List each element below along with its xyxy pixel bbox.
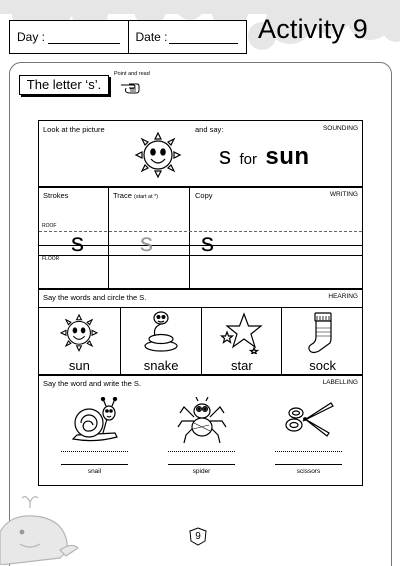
hearing-item-star[interactable] bbox=[201, 308, 283, 375]
labelling-section bbox=[38, 374, 363, 486]
hearing-word: star bbox=[231, 358, 253, 373]
trace-header: Trace (start at *) bbox=[113, 191, 159, 200]
stroke-letter: s bbox=[71, 227, 84, 257]
for-label: for bbox=[239, 151, 257, 168]
writing-section bbox=[38, 186, 363, 290]
hearing-word: sock bbox=[309, 358, 336, 373]
label-word: spider bbox=[192, 468, 211, 475]
star-icon bbox=[220, 310, 264, 354]
label-item-spider bbox=[148, 395, 255, 483]
whale-icon bbox=[0, 492, 80, 565]
writing-tag: WRITING bbox=[329, 191, 358, 198]
write-line[interactable] bbox=[168, 464, 235, 465]
write-dots[interactable] bbox=[168, 451, 235, 452]
hearing-item-sock[interactable] bbox=[281, 308, 363, 375]
sounding-section bbox=[38, 120, 363, 188]
write-dots[interactable] bbox=[61, 451, 128, 452]
hearing-instruction: Say the words and circle the S. bbox=[43, 293, 147, 302]
date-label: Date : bbox=[135, 30, 168, 44]
activity-title: Activity 9 bbox=[258, 14, 369, 44]
label-item-scissors bbox=[255, 395, 362, 483]
date-line bbox=[169, 43, 239, 44]
day-field[interactable] bbox=[10, 21, 128, 53]
label-word: scissors bbox=[296, 468, 321, 475]
floor-label: FLOOR bbox=[42, 256, 60, 262]
sounding-instruction: Look at the picture bbox=[43, 125, 105, 134]
copy-letter: s bbox=[201, 227, 214, 257]
labelling-instruction: Say the word and write the S. bbox=[43, 379, 141, 388]
lesson-title: The letter ‘s’. bbox=[19, 75, 109, 95]
scissors-icon bbox=[283, 397, 335, 445]
day-label: Day : bbox=[17, 30, 46, 44]
sounding-word: sun bbox=[265, 143, 310, 170]
write-dots[interactable] bbox=[275, 451, 342, 452]
spider-icon bbox=[176, 397, 228, 445]
labelling-tag: LABELLING bbox=[322, 379, 358, 386]
sun-icon bbox=[57, 310, 101, 354]
label-item-snail bbox=[41, 395, 148, 483]
day-line bbox=[48, 43, 120, 44]
page-number-text: 9 bbox=[195, 531, 201, 542]
hearing-section bbox=[38, 288, 363, 376]
letter-for-word bbox=[219, 143, 310, 171]
point-read-label: Point and read bbox=[114, 71, 150, 77]
copy-header: Copy bbox=[195, 191, 213, 200]
write-line[interactable] bbox=[61, 464, 128, 465]
snail-icon bbox=[69, 397, 121, 445]
date-field[interactable] bbox=[128, 21, 247, 53]
sounding-tag: SOUNDING bbox=[322, 125, 358, 132]
write-line[interactable] bbox=[275, 464, 342, 465]
copy-write-area[interactable] bbox=[233, 241, 354, 255]
snake-icon bbox=[139, 310, 183, 354]
hearing-word: sun bbox=[68, 358, 90, 373]
sock-icon bbox=[301, 310, 345, 354]
sounding-letter: s bbox=[219, 143, 231, 170]
copy-column bbox=[189, 187, 190, 289]
strokes-header: Strokes bbox=[43, 191, 69, 200]
hearing-item-snake[interactable] bbox=[120, 308, 202, 375]
hearing-tag: HEARING bbox=[328, 293, 358, 300]
page-number bbox=[188, 527, 208, 545]
sounding-say-label: and say: bbox=[195, 125, 224, 134]
label-word: snail bbox=[87, 468, 102, 475]
hearing-item-sun[interactable] bbox=[39, 308, 120, 375]
trace-letter[interactable]: s bbox=[140, 227, 153, 257]
hearing-word: snake bbox=[143, 358, 179, 373]
pointing-hand-icon bbox=[120, 80, 142, 94]
header-fields bbox=[9, 20, 247, 54]
sun-icon bbox=[131, 127, 185, 181]
trace-column bbox=[108, 187, 109, 289]
roof-label: ROOF bbox=[42, 223, 57, 229]
